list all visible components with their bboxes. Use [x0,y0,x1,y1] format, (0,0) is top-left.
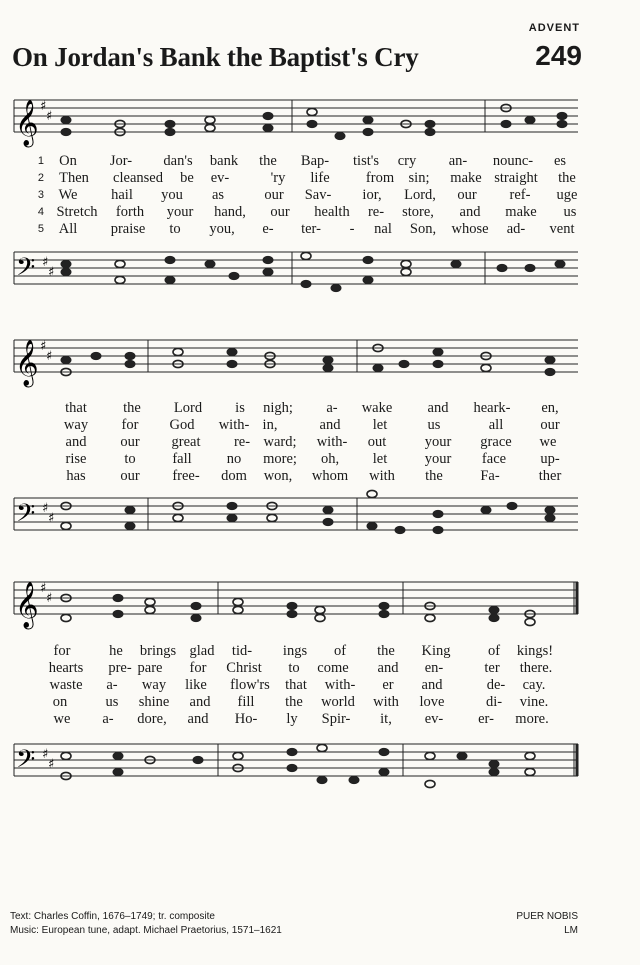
syllable: a- [102,711,114,727]
syllable: ev- [424,711,444,727]
syllable: of [487,643,501,659]
syllable: hand, [214,204,246,220]
syllable: we [539,434,557,450]
syllable: won, [263,468,293,484]
syllable: de- [486,677,506,693]
syllable: ward; [263,434,297,450]
syllable: re- [367,204,385,220]
verses-system-1 [30,153,590,238]
syllable: the [558,170,576,186]
syllable: come [317,660,349,676]
syllable: that [65,400,87,416]
syllable: er [382,677,394,693]
syllable: up- [540,451,560,467]
syllable: more. [515,711,549,727]
syllable: King [421,643,451,659]
syllable: cleansed [113,170,163,186]
syllable: brings [139,643,177,659]
syllable: has [66,468,86,484]
syllable: dan's [163,153,193,169]
sharp-icon: ♯ [48,511,55,526]
syllable: make [505,204,537,220]
sharp-icon: ♯ [48,757,55,772]
syllable: it, [380,711,392,727]
syllable: and [65,434,87,450]
syllable: with [373,694,399,710]
bass-staff-system-2 [0,484,640,554]
syllable: no [226,451,242,467]
syllable: Then [59,170,89,186]
syllable: with- [324,677,356,693]
syllable: ref- [509,187,531,203]
syllable: On [59,153,77,169]
syllable: Lord, [404,187,436,203]
syllable: store, [402,204,434,220]
syllable: our [120,434,140,450]
syllable: nal [374,221,392,237]
syllable: us [563,204,577,220]
syllable: and [377,660,399,676]
syllable: free- [172,468,200,484]
syllable: out [367,434,387,450]
syllable: heark- [473,400,511,416]
syllable: hearts [48,660,84,676]
syllable: like [185,677,207,693]
syllable: ly [286,711,298,727]
syllable: vent [549,221,575,237]
syllable: waste [49,677,83,693]
hymn-number: 249 [535,40,582,71]
syllable: that [285,677,307,693]
syllable: you, [209,221,235,237]
syllable: flow'rs [230,677,270,693]
syllable: the [425,468,443,484]
syllable: with- [316,434,348,450]
syllable: us [427,417,441,433]
bass-clef-icon: 𝄢 [16,499,36,534]
syllable: Ho- [234,711,258,727]
syllable: a- [106,677,118,693]
verse-number: 5 [37,223,44,235]
sharp-icon: ♯ [40,99,47,114]
sharp-icon: ♯ [40,581,47,596]
verse-line [30,451,590,468]
sharp-icon: ♯ [46,349,53,364]
syllable: let [372,417,388,433]
sharp-icon: ♯ [48,265,55,280]
verse-number: 2 [37,172,44,184]
syllable: whose [451,221,489,237]
syllable: all [488,417,504,433]
syllable: for [53,643,71,659]
syllable: dore, [137,711,167,727]
syllable: ings [282,643,308,659]
verse-line [30,187,590,204]
syllable: re- [233,434,251,450]
syllable: tist's [353,153,379,169]
syllable: Lord [173,400,203,416]
syllable: our [540,417,560,433]
syllable: way [141,677,167,693]
syllable: he [109,643,123,659]
syllable: us [105,694,119,710]
syllable: and [189,694,211,710]
verse-line [30,170,590,187]
syllable: for [189,660,207,676]
credits [10,910,282,938]
verse-line [30,694,590,711]
text-credit: Text: Charles Coffin, 1676–1749; tr. composite [10,911,215,922]
syllable: the [285,694,303,710]
verse-number: 3 [37,189,44,201]
syllable: you [161,187,183,203]
syllable: God [169,417,195,433]
syllable: uge [556,187,578,203]
syllable: let [372,451,388,467]
bass-staff-system-1 [0,238,640,306]
bass-clef-icon: 𝄢 [16,253,36,288]
sharp-icon: ♯ [42,501,49,516]
sharp-icon: ♯ [42,255,49,270]
syllable: kings! [516,643,554,659]
meter: LM [564,925,578,936]
syllable: ter [484,660,500,676]
syllable: pare [137,660,163,676]
syllable: vine. [519,694,549,710]
syllable: for [121,417,139,433]
syllable: there. [519,660,553,676]
syllable: Christ [226,660,262,676]
syllable: oh, [320,451,340,467]
syllable: nounc- [492,153,534,169]
syllable: Stretch [56,204,98,220]
syllable: ad- [506,221,526,237]
syllable: er- [478,711,494,727]
syllable: on [52,694,68,710]
section-label: ADVENT [528,22,580,34]
syllable: ther [538,468,562,484]
syllable: cry [397,153,417,169]
syllable: fill [237,694,255,710]
bass-clef-icon: 𝄢 [16,745,36,780]
syllable: hail [111,187,133,203]
syllable: with [369,468,395,484]
syllable: Son, [409,221,437,237]
sharp-icon: ♯ [42,747,49,762]
tune-name: PUER NOBIS [516,911,578,922]
syllable: Sav- [304,187,332,203]
syllable: love [419,694,445,710]
verse-number: 4 [37,206,44,218]
syllable: wake [361,400,393,416]
treble-clef-icon: 𝄞 [15,340,39,386]
syllable: to [169,221,181,237]
syllable: of [333,643,347,659]
verse-line [30,434,590,451]
verses-system-3 [30,643,590,728]
treble-staff-system-3 [0,570,640,634]
syllable: shine [138,694,170,710]
syllable: face [481,451,507,467]
syllable: praise [110,221,146,237]
verse-line [30,153,590,170]
tune-info [516,910,578,938]
syllable: ter- [301,221,321,237]
verse-line [30,221,590,238]
syllable: your [166,204,194,220]
treble-clef-icon: 𝄞 [15,100,39,146]
syllable: All [58,221,78,237]
syllable: en, [541,400,559,416]
syllable: the [259,153,277,169]
syllable: es [553,153,567,169]
syllable: bank [209,153,239,169]
syllable: is [235,400,245,416]
syllable: rise [65,451,87,467]
syllable: your [424,434,452,450]
syllable: Bap- [300,153,330,169]
syllable: be [180,170,194,186]
syllable: and [319,417,341,433]
syllable: whom [311,468,349,484]
verse-line [30,711,590,728]
syllable: our [457,187,477,203]
syllable: more; [263,451,297,467]
treble-staff-system-1 [0,88,640,152]
syllable: ev- [210,170,230,186]
syllable: fall [172,451,192,467]
sharp-icon: ♯ [40,339,47,354]
syllable: our [270,204,290,220]
syllable: our [264,187,284,203]
syllable: sin; [408,170,430,186]
syllable: our [120,468,140,484]
verse-line [30,417,590,434]
syllable: as [211,187,225,203]
verse-line [30,677,590,694]
syllable: di- [485,694,503,710]
syllable: to [124,451,136,467]
syllable: - [349,221,355,237]
syllable: in, [262,417,278,433]
sharp-icon: ♯ [46,591,53,606]
syllable: dom [221,468,247,484]
syllable: straight [494,170,538,186]
syllable: We [58,187,78,203]
treble-clef-icon: 𝄞 [15,582,39,628]
syllable: way [63,417,89,433]
syllable: health [314,204,350,220]
syllable: life [310,170,330,186]
syllable: your [424,451,452,467]
verse-line [30,468,590,485]
syllable: nigh; [263,400,293,416]
syllable: an- [448,153,468,169]
syllable: forth [115,204,145,220]
syllable: a- [326,400,338,416]
bass-staff-system-3 [0,730,640,800]
sharp-icon: ♯ [46,109,53,124]
syllable: Fa- [480,468,500,484]
syllable: grace [480,434,512,450]
syllable: Spir- [321,711,351,727]
verse-line [30,643,590,660]
syllable: world [321,694,355,710]
syllable: and [427,400,449,416]
syllable: from [365,170,395,186]
syllable: the [123,400,141,416]
verses-system-2 [30,400,590,485]
verse-number: 1 [37,155,44,167]
syllable: the [377,643,395,659]
music-credit: Music: European tune, adapt. Michael Praetorius, 1571–1621 [10,925,282,936]
syllable: and [187,711,209,727]
syllable: and [421,677,443,693]
hymn-title: On Jordan's Bank the Baptist's Cry [12,42,419,72]
syllable: 'ry [270,170,286,186]
syllable: glad [189,643,215,659]
syllable: pre- [108,660,132,676]
syllable: great [171,434,201,450]
syllable: e- [262,221,274,237]
verse-line [30,400,590,417]
syllable: ior, [362,187,382,203]
syllable: cay. [522,677,546,693]
syllable: make [450,170,482,186]
verse-line [30,204,590,221]
syllable: Jor- [109,153,133,169]
syllable: en- [424,660,444,676]
verse-line [30,660,590,677]
syllable: we [53,711,71,727]
syllable: tid- [231,643,253,659]
syllable: to [288,660,300,676]
syllable: with- [218,417,250,433]
treble-staff-system-2 [0,328,640,392]
syllable: and [459,204,481,220]
